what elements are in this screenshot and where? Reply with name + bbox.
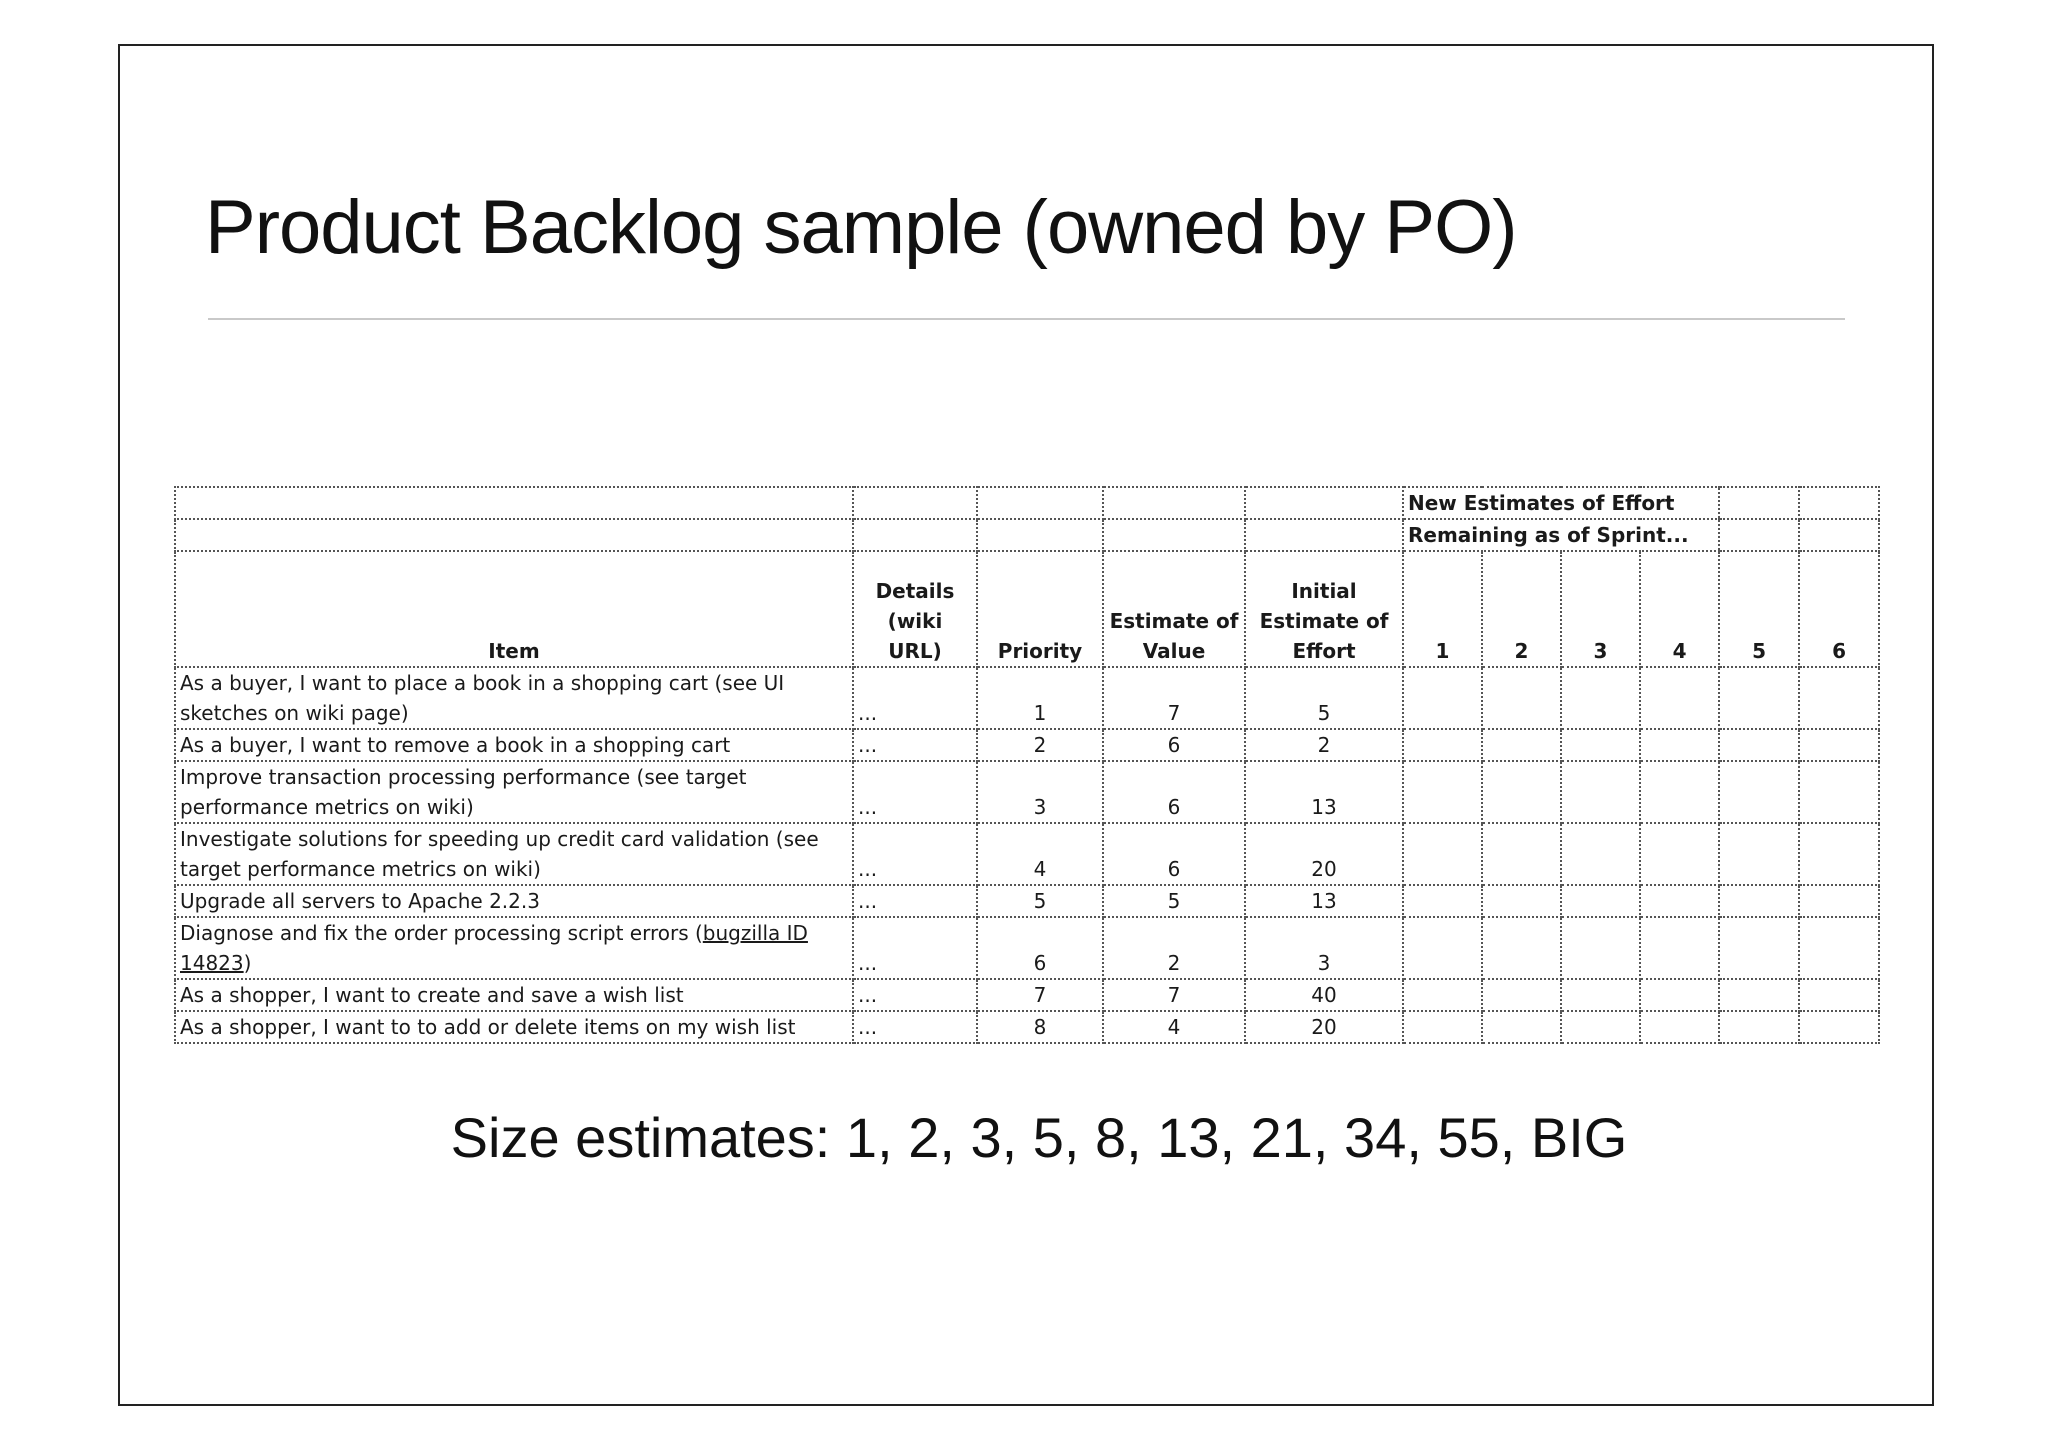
sprint-cell: [1561, 885, 1640, 917]
details-cell: ...: [853, 823, 977, 885]
effort-cell: 13: [1245, 761, 1403, 823]
details-cell: ...: [853, 885, 977, 917]
sprint-cell: [1640, 979, 1719, 1011]
priority-cell: 5: [977, 885, 1103, 917]
sprint-cell: [1799, 979, 1879, 1011]
group-header-line-2: Remaining as of Sprint...: [1403, 519, 1719, 551]
item-cell: Improve transaction processing performance (see target performance metrics on wiki): [175, 761, 853, 823]
sprint-cell: [1799, 823, 1879, 885]
sprint-cell: [1640, 761, 1719, 823]
header-sprint-5: 5: [1719, 551, 1799, 667]
sprint-cell: [1561, 917, 1640, 979]
group-header-line-1: New Estimates of Effort: [1403, 487, 1719, 519]
sprint-cell: [1640, 729, 1719, 761]
effort-cell: 2: [1245, 729, 1403, 761]
sprint-cell: [1640, 667, 1719, 729]
priority-cell: 1: [977, 667, 1103, 729]
priority-cell: 2: [977, 729, 1103, 761]
details-cell: ...: [853, 667, 977, 729]
table-row: [175, 979, 1879, 1011]
value-cell: 2: [1103, 917, 1245, 979]
sprint-cell: [1561, 761, 1640, 823]
sprint-cell: [1482, 729, 1561, 761]
sprint-cell: [1403, 1011, 1482, 1043]
header-details: Details (wiki URL): [853, 551, 977, 667]
value-cell: 6: [1103, 761, 1245, 823]
title-divider: [208, 318, 1845, 320]
table-row: [175, 729, 1879, 761]
sprint-cell: [1482, 667, 1561, 729]
details-cell: ...: [853, 979, 977, 1011]
table-row: [175, 823, 1879, 885]
table-row: [175, 667, 1879, 729]
header-sprint-3: 3: [1561, 551, 1640, 667]
effort-cell: 20: [1245, 1011, 1403, 1043]
item-text-end: ): [243, 951, 252, 975]
priority-cell: 4: [977, 823, 1103, 885]
value-cell: 7: [1103, 979, 1245, 1011]
sprint-cell: [1799, 885, 1879, 917]
header-sprint-6: 6: [1799, 551, 1879, 667]
priority-cell: 7: [977, 979, 1103, 1011]
slide-title: Product Backlog sample (owned by PO): [205, 185, 1517, 270]
sprint-cell: [1561, 1011, 1640, 1043]
sprint-cell: [1719, 979, 1799, 1011]
value-cell: 6: [1103, 823, 1245, 885]
product-backlog-table: [174, 486, 1880, 1044]
sprint-cell: [1403, 667, 1482, 729]
value-cell: 7: [1103, 667, 1245, 729]
priority-cell: 8: [977, 1011, 1103, 1043]
value-cell: 4: [1103, 1011, 1245, 1043]
item-cell: [175, 917, 853, 979]
sprint-cell: [1482, 885, 1561, 917]
details-cell: ...: [853, 729, 977, 761]
effort-cell: 3: [1245, 917, 1403, 979]
group-header-row-2: [175, 519, 1879, 551]
sprint-cell: [1719, 823, 1799, 885]
sprint-cell: [1799, 761, 1879, 823]
item-cell: Investigate solutions for speeding up credit card validation (see target performance metrics on wiki): [175, 823, 853, 885]
sprint-cell: [1640, 1011, 1719, 1043]
effort-cell: 13: [1245, 885, 1403, 917]
details-cell: ...: [853, 761, 977, 823]
table-row: [175, 1011, 1879, 1043]
sprint-cell: [1403, 885, 1482, 917]
sprint-cell: [1640, 823, 1719, 885]
sprint-cell: [1640, 885, 1719, 917]
details-cell: ...: [853, 1011, 977, 1043]
header-sprint-1: 1: [1403, 551, 1482, 667]
sprint-cell: [1482, 917, 1561, 979]
header-sprint-2: 2: [1482, 551, 1561, 667]
header-item: Item: [175, 551, 853, 667]
sprint-cell: [1719, 885, 1799, 917]
priority-cell: 6: [977, 917, 1103, 979]
priority-cell: 3: [977, 761, 1103, 823]
item-cell: As a buyer, I want to place a book in a shopping cart (see UI sketches on wiki page): [175, 667, 853, 729]
header-priority: Priority: [977, 551, 1103, 667]
item-text: Diagnose and fix the order processing script errors (: [180, 921, 703, 945]
sprint-cell: [1799, 1011, 1879, 1043]
table-row: [175, 761, 1879, 823]
sprint-cell: [1403, 917, 1482, 979]
header-effort: Initial Estimate of Effort: [1245, 551, 1403, 667]
sprint-cell: [1640, 917, 1719, 979]
header-sprint-4: 4: [1640, 551, 1719, 667]
table-row: [175, 917, 1879, 979]
item-cell: As a buyer, I want to remove a book in a shopping cart: [175, 729, 853, 761]
sprint-cell: [1719, 667, 1799, 729]
sprint-cell: [1403, 729, 1482, 761]
size-estimates-text: Size estimates: 1, 2, 3, 5, 8, 13, 21, 34, 55, BIG: [450, 1106, 1628, 1169]
table-row: [175, 885, 1879, 917]
item-cell: Upgrade all servers to Apache 2.2.3: [175, 885, 853, 917]
sprint-cell: [1403, 979, 1482, 1011]
details-cell: ...: [853, 917, 977, 979]
value-cell: 6: [1103, 729, 1245, 761]
sprint-cell: [1561, 823, 1640, 885]
sprint-cell: [1482, 979, 1561, 1011]
sprint-cell: [1561, 667, 1640, 729]
item-cell: As a shopper, I want to to add or delete items on my wish list: [175, 1011, 853, 1043]
group-header-row-1: [175, 487, 1879, 519]
sprint-cell: [1561, 729, 1640, 761]
sprint-cell: [1403, 761, 1482, 823]
value-cell: 5: [1103, 885, 1245, 917]
sprint-cell: [1403, 823, 1482, 885]
header-value: Estimate of Value: [1103, 551, 1245, 667]
sprint-cell: [1719, 761, 1799, 823]
effort-cell: 40: [1245, 979, 1403, 1011]
sprint-cell: [1719, 917, 1799, 979]
sprint-cell: [1799, 667, 1879, 729]
sprint-cell: [1482, 761, 1561, 823]
sprint-cell: [1799, 729, 1879, 761]
effort-cell: 20: [1245, 823, 1403, 885]
bugzilla-link[interactable]: bugzilla ID 14823: [180, 921, 808, 975]
sprint-cell: [1799, 917, 1879, 979]
sprint-cell: [1719, 1011, 1799, 1043]
sprint-cell: [1719, 729, 1799, 761]
effort-cell: 5: [1245, 667, 1403, 729]
sprint-cell: [1561, 979, 1640, 1011]
sprint-cell: [1482, 823, 1561, 885]
sprint-cell: [1482, 1011, 1561, 1043]
item-cell: As a shopper, I want to create and save a wish list: [175, 979, 853, 1011]
column-header-row: [175, 551, 1879, 667]
